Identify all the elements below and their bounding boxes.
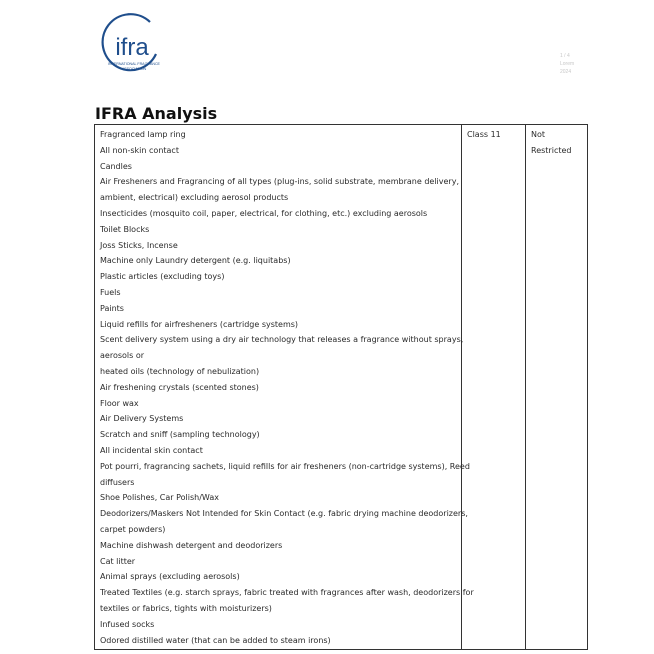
faint-watermark-text (560, 52, 600, 76)
table-row: Scent delivery system using a dry air technology that releases a fragrance without sprays, (100, 335, 464, 345)
table-row: Pot pourri, fragrancing sachets, liquid refills for air fresheners (non-cartridge systems), Reed (100, 461, 470, 471)
table-row: All non-skin contact (100, 145, 179, 155)
table-row: carpet powders) (100, 524, 166, 534)
logo-line1: INTERNATIONAL FRAGRANCE (108, 62, 160, 66)
table-row: Infused socks (100, 619, 155, 629)
status-cell-line1: Not (531, 130, 546, 139)
table-row: Shoe Polishes, Car Polish/Wax (100, 493, 219, 503)
ifra-logo (96, 10, 166, 80)
table-row: Air Fresheners and Fragrancing of all types (plug-ins, solid substrate, membrane delivery, (100, 177, 459, 187)
table-row: Scratch and sniff (sampling technology) (100, 430, 260, 440)
table-row: textiles or fabrics, tights with moisturizers) (100, 603, 272, 613)
table-row: Air Delivery Systems (100, 414, 184, 424)
table-row: Insecticides (mosquito coil, paper, electrical, for clothing, etc.) excluding aerosols (100, 208, 428, 218)
table-row: diffusers (100, 477, 135, 487)
table-row: Treated Textiles (e.g. starch sprays, fabric treated with fragrances after wash, deodorizers for (100, 588, 474, 598)
table-row: Floor wax (100, 398, 139, 408)
column-divider (525, 125, 526, 649)
logo-brand-text: ifra (115, 34, 149, 61)
table-row: Cat litter (100, 556, 136, 566)
table-row: Machine only Laundry detergent (e.g. liquitabs) (100, 256, 291, 266)
table-row: Candles (100, 161, 132, 171)
table-row: Deodorizers/Maskers Not Intended for Skin Contact (e.g. fabric drying machine deodorizers, (100, 509, 468, 519)
table-row: Plastic articles (excluding toys) (100, 272, 225, 282)
status-column (531, 127, 571, 159)
logo-line2: ASSOCIATION (121, 67, 147, 71)
ifra-table (94, 124, 588, 650)
table-row: Fragranced lamp ring (100, 130, 186, 139)
table-row: Fuels (100, 287, 121, 297)
table-row: Toilet Blocks (100, 224, 150, 234)
table-row: Liquid refills for airfresheners (cartridge systems) (100, 319, 299, 329)
table-row: aerosols or (100, 351, 145, 361)
class-column (467, 127, 501, 143)
table-row: Machine dishwash detergent and deodorizers (100, 540, 283, 550)
table-row: ambient, electrical) excluding aerosol products (100, 193, 289, 203)
table-row: Air freshening crystals (scented stones) (100, 382, 259, 392)
faint-line: Lorem (560, 61, 575, 67)
ifra-logo-mark (96, 10, 166, 80)
class-cell: Class 11 (467, 130, 501, 139)
table-row: Paints (100, 303, 124, 313)
column-divider (461, 125, 462, 649)
product-category-column (100, 127, 474, 648)
table-row: All incidental skin contact (100, 445, 203, 455)
page-title: IFRA Analysis (95, 104, 218, 123)
faint-line: 2024 (560, 69, 572, 75)
status-cell-line2: Restricted (531, 145, 572, 155)
table-row: Odored distilled water (that can be added to steam irons) (100, 635, 331, 645)
table-row: Animal sprays (excluding aerosols) (100, 572, 240, 582)
table-row: Joss Sticks, Incense (100, 240, 178, 250)
faint-line: 1 / 4 (560, 53, 570, 59)
table-row: heated oils (technology of nebulization) (100, 366, 260, 376)
